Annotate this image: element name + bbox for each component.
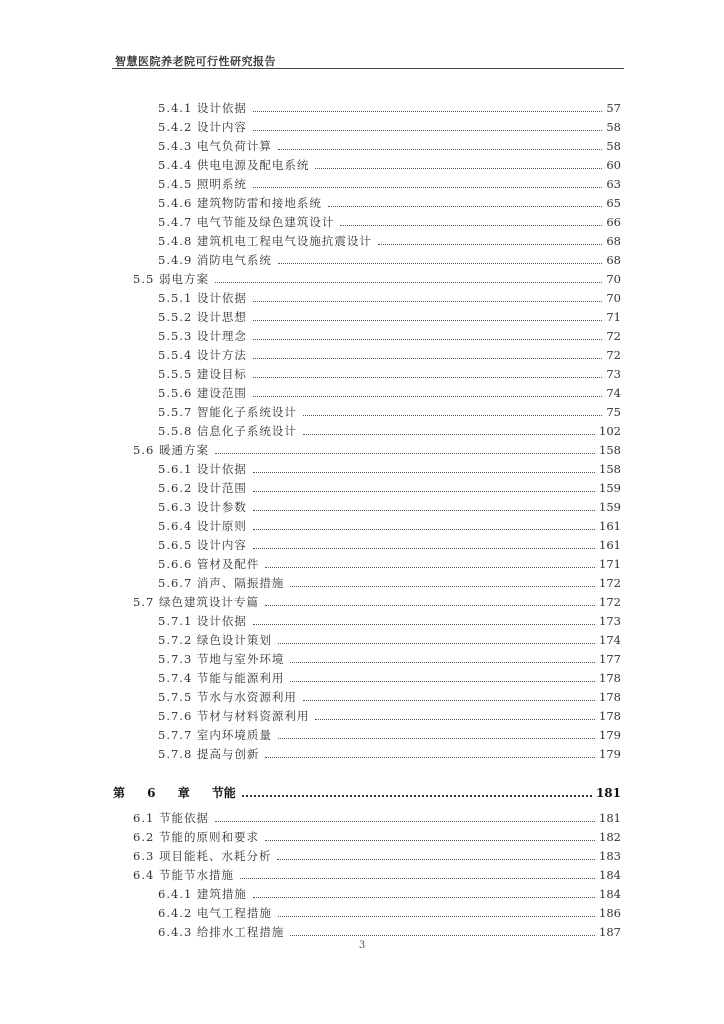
toc-page-number: 70 [606,272,621,286]
toc-entry-title: 5.7.8 提高与创新 [158,747,260,761]
toc-entry[interactable] [133,597,621,609]
toc-page-number: 158 [599,443,621,457]
toc-chapter-entry[interactable] [113,787,621,800]
toc-page-number: 179 [599,728,621,742]
toc-page-number: 68 [606,253,621,267]
toc-page-number: 173 [599,614,621,628]
toc-entry-title: 5.4.7 电气节能及绿色建筑设计 [158,215,335,229]
toc-entry-title: 6.3 项目能耗、水耗分析 [133,849,272,863]
toc-page-number: 159 [599,500,621,514]
header-rule [112,68,624,69]
toc-leader-dots [290,935,595,936]
toc-entry-title: 5.4.3 电气负荷计算 [158,139,272,153]
toc-entry-title: 5.7.1 设计依据 [158,614,247,628]
toc-leader-dots [253,358,602,359]
toc-leader-dots [328,206,602,207]
toc-entry-title: 5.7.6 节材与材料资源利用 [158,709,310,723]
toc-page-number: 179 [599,747,621,761]
toc-entry[interactable] [158,217,621,229]
toc-entry-title: 5.5 弱电方案 [133,272,209,286]
toc-page-number: 183 [599,849,621,863]
toc-entry-title: 5.7.5 节水与水资源利用 [158,690,297,704]
toc-entry-title: 5.7.2 绿色设计策划 [158,633,272,647]
toc-leader-dots [242,795,592,797]
toc-entry[interactable] [158,312,621,324]
toc-leader-dots [303,415,602,416]
toc-entry-title: 5.7 绿色建筑设计专篇 [133,595,259,609]
toc-entry-title: 节能 [211,786,236,800]
toc-entry[interactable] [133,832,621,844]
toc-entry-title: 5.4.9 消防电气系统 [158,253,272,267]
toc-entry-title: 6.1 节能依据 [133,811,209,825]
toc-entry[interactable] [158,749,621,761]
toc-entry[interactable] [158,141,621,153]
toc-entry[interactable] [158,730,621,742]
toc-page-number: 63 [606,177,621,191]
toc-leader-dots [278,263,602,264]
toc-entry-title: 5.6.1 设计依据 [158,462,247,476]
toc-entry[interactable] [158,464,621,476]
toc-entry[interactable] [158,673,621,685]
toc-leader-dots [265,567,595,568]
running-header: 智慧医院养老院可行性研究报告 [115,55,276,68]
toc-page-number: 184 [599,887,621,901]
toc-page-number: 178 [599,709,621,723]
toc-entry-title: 6.4.2 电气工程措施 [158,906,272,920]
toc-leader-dots [278,149,602,150]
toc-leader-dots [253,130,602,131]
toc-entry-title: 5.4.1 设计依据 [158,101,247,115]
toc-entry-title: 5.4.4 供电电源及配电系统 [158,158,310,172]
toc-entry[interactable] [158,293,621,305]
toc-entry[interactable] [158,521,621,533]
toc-leader-dots [290,681,595,682]
toc-entry-title: 6.4.1 建筑措施 [158,887,247,901]
toc-entry-title: 6.4.3 给排水工程措施 [158,925,285,939]
toc-entry[interactable] [158,179,621,191]
toc-page-number: 58 [606,120,621,134]
toc-page-number: 159 [599,481,621,495]
toc-entry[interactable] [158,654,621,666]
toc-leader-dots [278,916,595,917]
toc-entry[interactable] [158,122,621,134]
toc-page-number: 172 [599,595,621,609]
toc-entry-title: 5.4.6 建筑物防雷和接地系统 [158,196,322,210]
toc-leader-dots [253,491,595,492]
toc-page-number: 186 [599,906,621,920]
toc-entry-title: 5.5.3 设计理念 [158,329,247,343]
toc-page-number: 58 [606,139,621,153]
toc-leader-dots [253,377,602,378]
toc-leader-dots [340,225,602,226]
toc-entry-title: 5.6.5 设计内容 [158,538,247,552]
toc-entry[interactable] [158,578,621,590]
toc-page-number: 74 [606,386,621,400]
toc-page-number: 70 [606,291,621,305]
toc-entry-title: 6.2 节能的原则和要求 [133,830,259,844]
toc-leader-dots [265,840,595,841]
toc-page-number: 182 [599,830,621,844]
toc-leader-dots [290,586,595,587]
toc-entry-title: 5.5.6 建设范围 [158,386,247,400]
toc-page-number: 184 [599,868,621,882]
toc-entry[interactable] [158,236,621,248]
toc-leader-dots [215,821,595,822]
toc-leader-dots [253,548,595,549]
toc-entry-title: 5.4.5 照明系统 [158,177,247,191]
toc-chapter-prefix: 第 6 章 [113,786,190,800]
toc-page-number: 65 [606,196,621,210]
toc-entry[interactable] [158,198,621,210]
toc-page-number: 177 [599,652,621,666]
toc-page-number: 60 [606,158,621,172]
toc-leader-dots [278,738,595,739]
toc-entry[interactable] [158,711,621,723]
toc-page-number: 172 [599,576,621,590]
toc-leader-dots [253,510,595,511]
toc-entry[interactable] [158,540,621,552]
toc-leader-dots [253,320,602,321]
toc-page-number: 72 [606,329,621,343]
toc-entry[interactable] [158,483,621,495]
toc-page-number: 178 [599,671,621,685]
toc-page-number: 161 [599,538,621,552]
toc-page-number: 171 [599,557,621,571]
toc-leader-dots [265,605,595,606]
toc-entry-title: 5.5.5 建设目标 [158,367,247,381]
toc-leader-dots [303,700,595,701]
toc-leader-dots [215,282,602,283]
toc-entry[interactable] [133,274,621,286]
toc-entry[interactable] [158,559,621,571]
toc-entry[interactable] [133,813,621,825]
toc-entry[interactable] [133,445,621,457]
toc-entry-title: 5.6.7 消声、隔振措施 [158,576,285,590]
toc-leader-dots [315,168,602,169]
toc-leader-dots [253,396,602,397]
toc-page-number: 73 [606,367,621,381]
toc-leader-dots [215,453,595,454]
toc-entry[interactable] [158,502,621,514]
toc-page-number: 71 [606,310,621,324]
toc-page-number: 158 [599,462,621,476]
toc-entry[interactable] [158,635,621,647]
toc-leader-dots [378,244,602,245]
toc-leader-dots [265,757,595,758]
toc-leader-dots [253,301,602,302]
toc-entry[interactable] [133,870,621,882]
toc-entry-title: 5.7.4 节能与能源利用 [158,671,285,685]
toc-page-number: 161 [599,519,621,533]
toc-entry[interactable] [158,388,621,400]
toc-entry-title: 5.6 暖通方案 [133,443,209,457]
toc-entry-title: 5.5.7 智能化子系统设计 [158,405,297,419]
toc-leader-dots [253,624,595,625]
toc-page-number: 57 [606,101,621,115]
toc-entry[interactable] [158,331,621,343]
toc-leader-dots [315,719,595,720]
toc-entry[interactable] [158,350,621,362]
toc-entry[interactable] [158,616,621,628]
toc-entry[interactable] [158,927,621,939]
toc-entry-title: 5.6.3 设计参数 [158,500,247,514]
toc-entry[interactable] [158,426,621,438]
toc-entry-title: 5.6.2 设计范围 [158,481,247,495]
toc-entry-title: 5.7.3 节地与室外环境 [158,652,285,666]
toc-leader-dots [303,434,595,435]
toc-page-number: 75 [606,405,621,419]
toc-entry-title: 5.7.7 室内环境质量 [158,728,272,742]
toc-leader-dots [240,878,595,879]
toc-entry[interactable] [158,889,621,901]
toc-leader-dots [253,472,595,473]
toc-entry[interactable] [158,369,621,381]
toc-entry[interactable] [158,255,621,267]
toc-leader-dots [253,897,595,898]
toc-page-number: 68 [606,234,621,248]
toc-entry-title: 5.5.2 设计思想 [158,310,247,324]
toc-leader-dots [253,187,602,188]
toc-page-number: 174 [599,633,621,647]
toc-page-number: 102 [599,424,621,438]
toc-page-number: 181 [599,811,621,825]
toc-entry-title: 6.4 节能节水措施 [133,868,234,882]
toc-leader-dots [277,859,595,860]
toc-entry-title: 5.5.1 设计依据 [158,291,247,305]
toc-entry-title: 5.4.2 设计内容 [158,120,247,134]
toc-leader-dots [253,111,602,112]
toc-entry-title: 5.5.4 设计方法 [158,348,247,362]
toc-entry-title: 5.6.4 设计原则 [158,519,247,533]
page-number: 3 [358,940,366,951]
toc-entry-title: 5.4.8 建筑机电工程电气设施抗震设计 [158,234,372,248]
toc-entry[interactable] [158,103,621,115]
toc-page-number: 181 [595,786,621,800]
toc-leader-dots [253,339,602,340]
toc-page-number: 187 [599,925,621,939]
toc-entry[interactable] [158,160,621,172]
toc-leader-dots [253,529,595,530]
toc-entry-title: 5.5.8 信息化子系统设计 [158,424,297,438]
toc-page-number: 66 [606,215,621,229]
toc-entry[interactable] [158,908,621,920]
toc-entry[interactable] [133,851,621,863]
toc-entry[interactable] [158,692,621,704]
toc-entry[interactable] [158,407,621,419]
toc-leader-dots [278,643,595,644]
toc-page-number: 178 [599,690,621,704]
toc-page-number: 72 [606,348,621,362]
toc-entry-title: 5.6.6 管材及配件 [158,557,260,571]
toc-leader-dots [290,662,595,663]
